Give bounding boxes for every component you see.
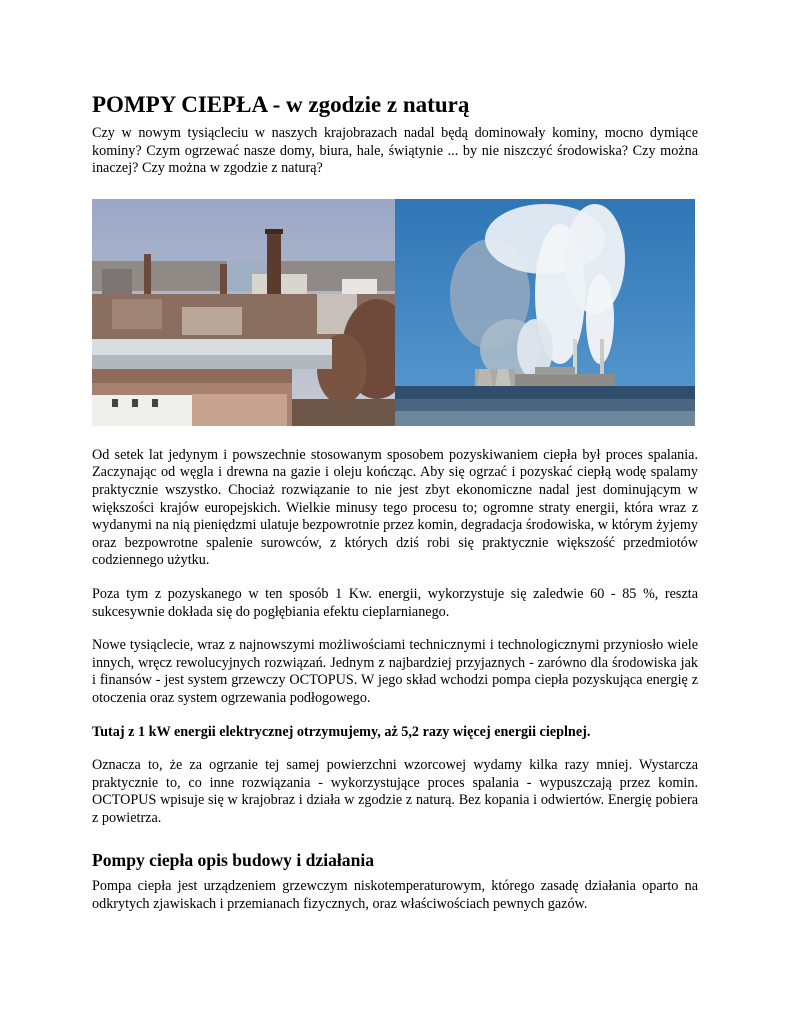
section-heading: Pompy ciepła opis budowy i działania (92, 850, 375, 871)
highlight-paragraph: Tutaj z 1 kW energii elektrycznej otrzymujemy, aż 5,2 razy więcej energii cieplnej. (92, 723, 591, 740)
intro-paragraph: Czy w nowym tysiącleciu w naszych krajobrazach nadal będą dominowały kominy, mocno dymiące kominy? Czym ogrzewać nasze domy, biura, hale, świątynie ... by nie niszczyć środowiska? Czy można inaczej? Czy można w zgodzie z naturą? (92, 125, 698, 177)
body-paragraph-2: Poza tym z pozyskanego w ten sposób 1 Kw. energii, wykorzystuje się zaledwie 60 - 85 %, reszta sukcesywnie dokłada się do pogłębiania efektu cieplarnianego. (92, 585, 698, 620)
body-paragraph-1: Od setek lat jedynym i powszechnie stosowanym sposobem pozyskiwaniem ciepła był proces spalania. Zaczynając od węgla i drewna na gazie i oleju kończąc. Aby się ogrzać i pozyskać ciepłą wodę spalamy praktycznie wszystko. Chociaż rozwiązanie to nie jest zbyt ekonomiczne nadal jest dominującym w większości krajów europejskich. Wielkie minusy tego procesu to; ogromne straty energii, która wraz z wydanymi na nią pieniędzmi ulatuje bezpowrotnie przez komin, degradacja środowiska, w którym żyjemy oraz bezpowrotne spalenie surowców, z których dziś robi się praktycznie większość przedmiotów codziennego użytku. (92, 446, 698, 569)
body-paragraph-3: Nowe tysiąclecie, wraz z najnowszymi możliwościami technicznymi i technologicznymi przyniosło wiele innych, wręcz rewolucyjnych rozwiązań. Jednym z najbardziej przyjaznych - zarówno dla środowiska jak i finansów - jest system grzewczy OCTOPUS. W jego skład wchodzi pompa ciepła pozyskująca energię z otoczenia oraz system ogrzewania podłogowego. (92, 637, 698, 706)
city-chimneys-photo (92, 199, 395, 426)
document-page (92, 90, 698, 914)
power-plant-smoke-photo (395, 199, 695, 426)
page-title: POMPY CIEPŁA - w zgodzie z naturą (92, 92, 470, 117)
body-paragraph-5: Oznacza to, że za ogrzanie tej samej powierzchni wzorcowej wydamy kilka razy mniej. Wystarcza praktycznie to, co inne rozwiązania - wykorzystujące proces spalania - wypuszczają przez komin. OCTOPUS wpisuje się w krajobraz i działa w zgodzie z naturą. Bez kopania i odwiertów. Energię pobiera z powietrza. (92, 757, 698, 826)
photo-strip (92, 199, 695, 426)
section-paragraph: Pompa ciepła jest urządzeniem grzewczym niskotemperaturowym, którego zasadę działania oparto na odkrytych zjawiskach i przemianach fizycznych, oraz właściwościach pewnych gazów. (92, 878, 698, 913)
